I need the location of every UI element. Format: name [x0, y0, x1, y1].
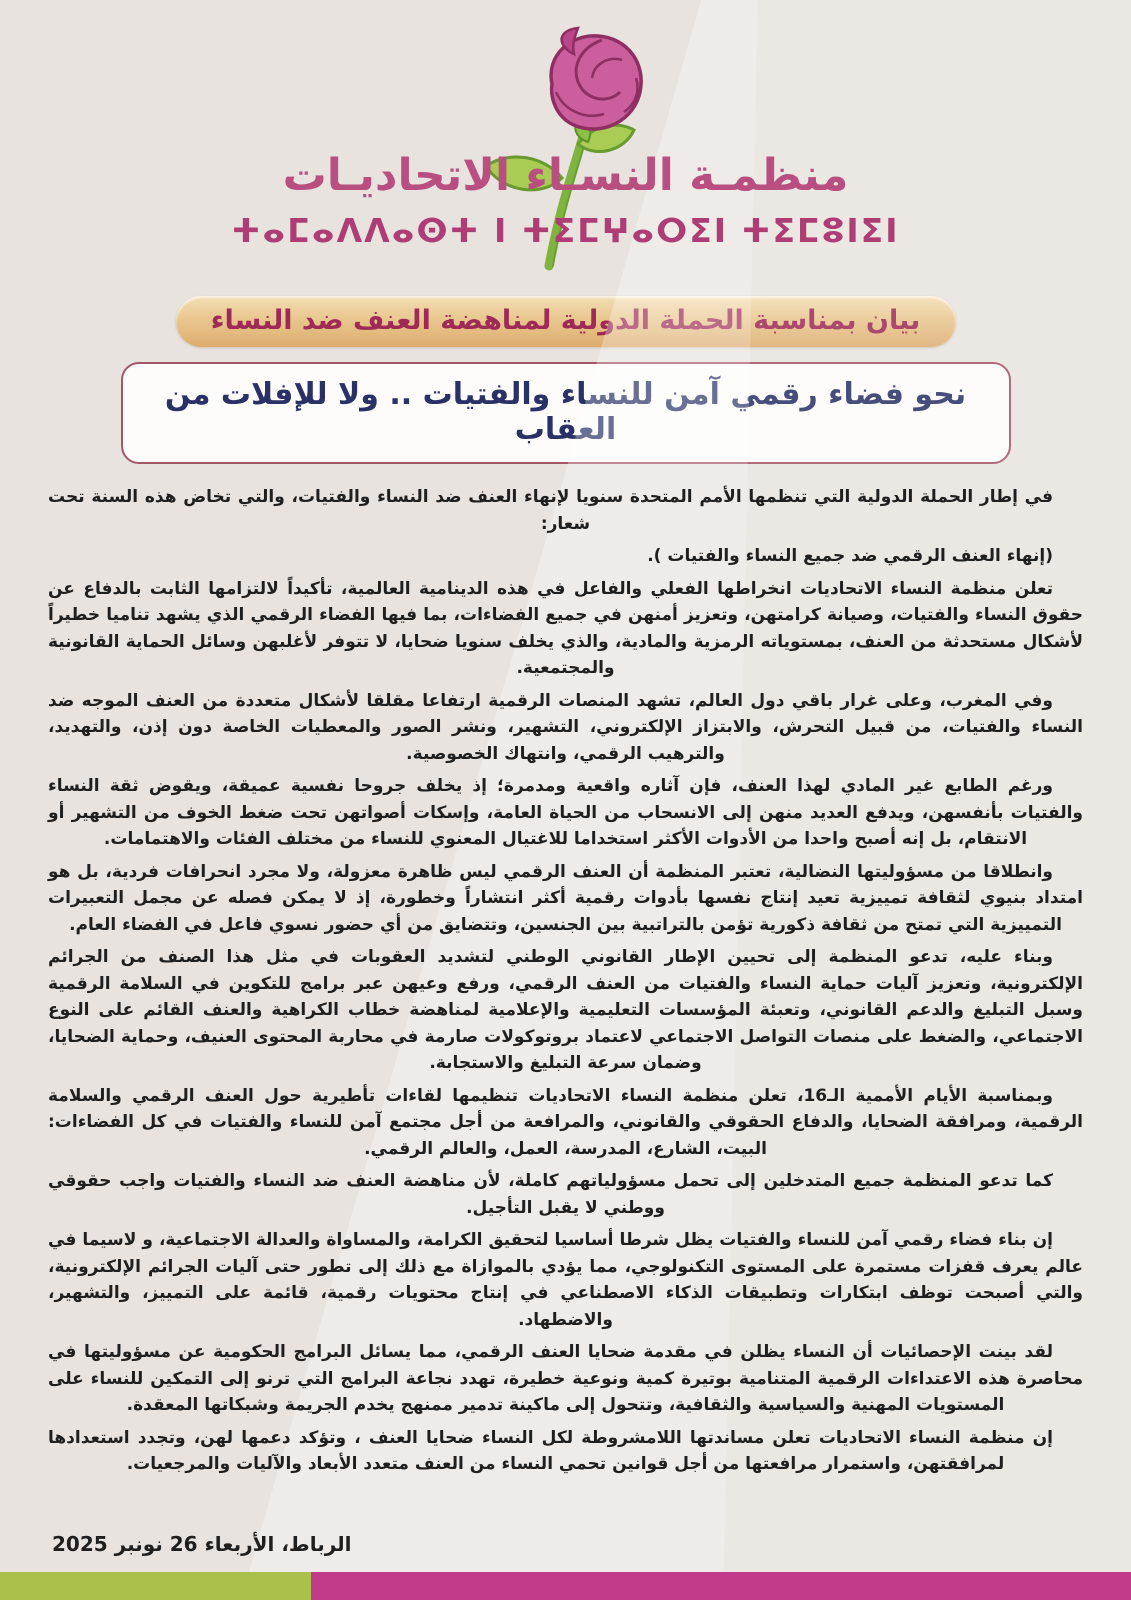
footer-bar-magenta	[311, 1572, 1131, 1600]
statement-banner	[176, 296, 956, 347]
paragraph: وبمناسبة الأيام الأممية الـ16، تعلن منظمة النساء الاتحاديات تنظيمها لقاءات تأطيرية حول العنف الرقمي والسلامة الرقمية، ومرافقة الضحايا، والدفاع الحقوقي والقانوني، والمرافعة من أجل مجتمع آمن للنساء والفتيات في كل الفضاءات: البيت، الشارع، المدرسة، العمل، والعالم الرقمي.	[48, 1085, 1083, 1159]
campaign-slogan: (إنهاء العنف الرقمي ضد جميع النساء والفتيات ).	[647, 546, 1053, 566]
headline-text: نحو فضاء رقمي آمن للنساء والفتيات .. ولا للإفلات من العقاب	[164, 377, 967, 447]
letterhead	[0, 0, 1131, 270]
paragraph: وبناء عليه، تدعو المنظمة إلى تحيين الإطار القانوني الوطني لتشديد العقوبات في مثل هذا الصنف من الجرائم الإلكترونية، وتعزيز آليات حماية النساء والفتيات من العنف الرقمي، ورفع وعيهن عبر برامج للتكوين في السلامة الرقمية وسبل التبليغ والدعم القانوني، وتعبئة المؤسسات التعليمية والإعلامية لمناهضة خطاب الكراهية والعنف القائم على النوع الاجتماعي، والضغط على منصات التواصل الاجتماعي لاعتماد بروتوكولات صارمة في محاربة المحتوى العنيف، وحماية الضحايا، وضمان سرعة التبليغ والاستجابة.	[48, 947, 1083, 1073]
paragraph: كما تدعو المنظمة جميع المتدخلين إلى تحمل مسؤولياتهم كاملة، لأن مناهضة العنف ضد النساء والفتيات واجب حقوقي ووطني لا يقبل التأجيل.	[48, 1171, 1053, 1218]
footer-bar-green	[0, 1572, 311, 1600]
paragraph: وفي المغرب، وعلى غرار باقي دول العالم، تشهد المنصات الرقمية ارتفاعا مقلقا لأشكال متعددة من العنف الموجه ضد النساء والفتيات، من قبيل التحرش، والابتزاز الإلكتروني، التشهير، ونشر الصور والمعطيات الخاصة دون إذن، والتهديد، والترهيب الرقمي، وانتهاك الخصوصية.	[48, 690, 1083, 764]
paragraph: إن منظمة النساء الاتحاديات تعلن مساندتها اللامشروطة لكل النساء ضحايا العنف ، وتؤكد دعمها لهن، وتجدد استعدادها لمرافقتهن، واستمرار مرافعتها من أجل قوانين تحمي النساء من العنف متعدد الأبعاد والآليات والمرجعيات.	[48, 1427, 1053, 1474]
statement-body	[48, 484, 1083, 1478]
paragraph: إن بناء فضاء رقمي آمن للنساء والفتيات يظل شرطا أساسيا لتحقيق الكرامة، والمساواة والعدالة الاجتماعية، و لاسيما في عالم يعرف قفزات مستمرة على المستوى التكنولوجي، مما يؤدي بالموازاة مع ذلك إلى تطور حتى آليات الجرائم الإلكترونية، والتي أصبحت توظف ابتكارات وتطبيقات الذكاء الاصطناعي في إنتاج محتويات رقمية، قائمة على التمييز، والتشهير، والاضطهاد.	[48, 1230, 1083, 1330]
paragraph: وانطلاقا من مسؤوليتها النضالية، تعتبر المنظمة أن العنف الرقمي ليس ظاهرة معزولة، ولا مجرد انحرافات فردية، بل هو امتداد بنيوي لثقافة تمييزية تعيد إنتاج نفسها بأدوات رقمية أكثر انتشاراً وخطورة، إذ لا يمكن فصله عن مجمل التعبيرات التمييزية التي تمتح من ثقافة ذكورية تؤمن بالتراتبية بين الجنسين، وتتضايق من أي حضور نسوي فاعل في الفضاء العام.	[48, 861, 1083, 935]
org-name-tifinagh: ⵜⴰⵎⴰⴷⴷⴰⵙⵜ ⵏ ⵜⵉⵎⵖⴰⵔⵉⵏ ⵜⵉⵎⵓⵏⵉⵏ	[231, 211, 900, 250]
paragraph: ورغم الطابع غير المادي لهذا العنف، فإن آثاره واقعية ومدمرة؛ إذ يخلف جروحا نفسية عميقة، ويقوض ثقة النساء والفتيات بأنفسهن، ويدفع العديد منهن إلى الانسحاب من الحياة العامة، وإسكات أصواتهن تحت ضغط الخوف من التشهير أو الانتقام، بل إنه أصبح واحدا من الأدوات الأكثر استخداما للاغتيال المعنوي للنساء من مختلف الفئات والاهتمامات.	[48, 776, 1083, 849]
paragraph: تعلن منظمة النساء الاتحاديات انخراطها الفعلي والفاعل في هذه الدينامية العالمية، تأكيداً لالتزامها الثابت بالدفاع عن حقوق النساء والفتيات، وصيانة كرامتهن، وتعزيز أمنهن في جميع الفضاءات، بما فيها الفضاء الرقمي الذي يشهد تناميا خطيراً لأشكال مستحدثة من العنف، بمستوياته الرمزية والمادية، والذي يخلف سنويا ضحايا، لا تتوفر لأغلبهن وسائل الحماية القانونية والمجتمعية.	[48, 578, 1083, 678]
banner-text: بيان بمناسبة الحملة الدولية لمناهضة العنف ضد النساء	[210, 305, 921, 336]
headline-box	[121, 362, 1011, 464]
paragraph: في إطار الحملة الدولية التي تنظمها الأمم المتحدة سنويا لإنهاء العنف ضد النساء والفتيات، والتي تخاض هذه السنة تحت شعار:	[48, 487, 1053, 534]
dateline: الرباط، الأربعاء 26 نونبر 2025	[52, 1532, 352, 1556]
footer-bar	[0, 1572, 1131, 1600]
paragraph: لقد بينت الإحصائيات أن النساء يظلن في مقدمة ضحايا العنف الرقمي، مما يسائل البرامج الحكومية عن مسؤوليتها في محاصرة هذه الاعتداءات الرقمية المتنامية بوتيرة كمية ونوعية خطيرة، تهدد نجاعة البرامج التي ترنو إلى التمكين للنساء على المستويات المهنية والسياسية والثقافية، وتتحول إلى ماكينة تدمير ممنهج يخدم الجريمة وشبكاتها المعقدة.	[48, 1342, 1083, 1415]
org-name-arabic: منظمـة النسـاء الاتحاديـات	[282, 150, 849, 201]
